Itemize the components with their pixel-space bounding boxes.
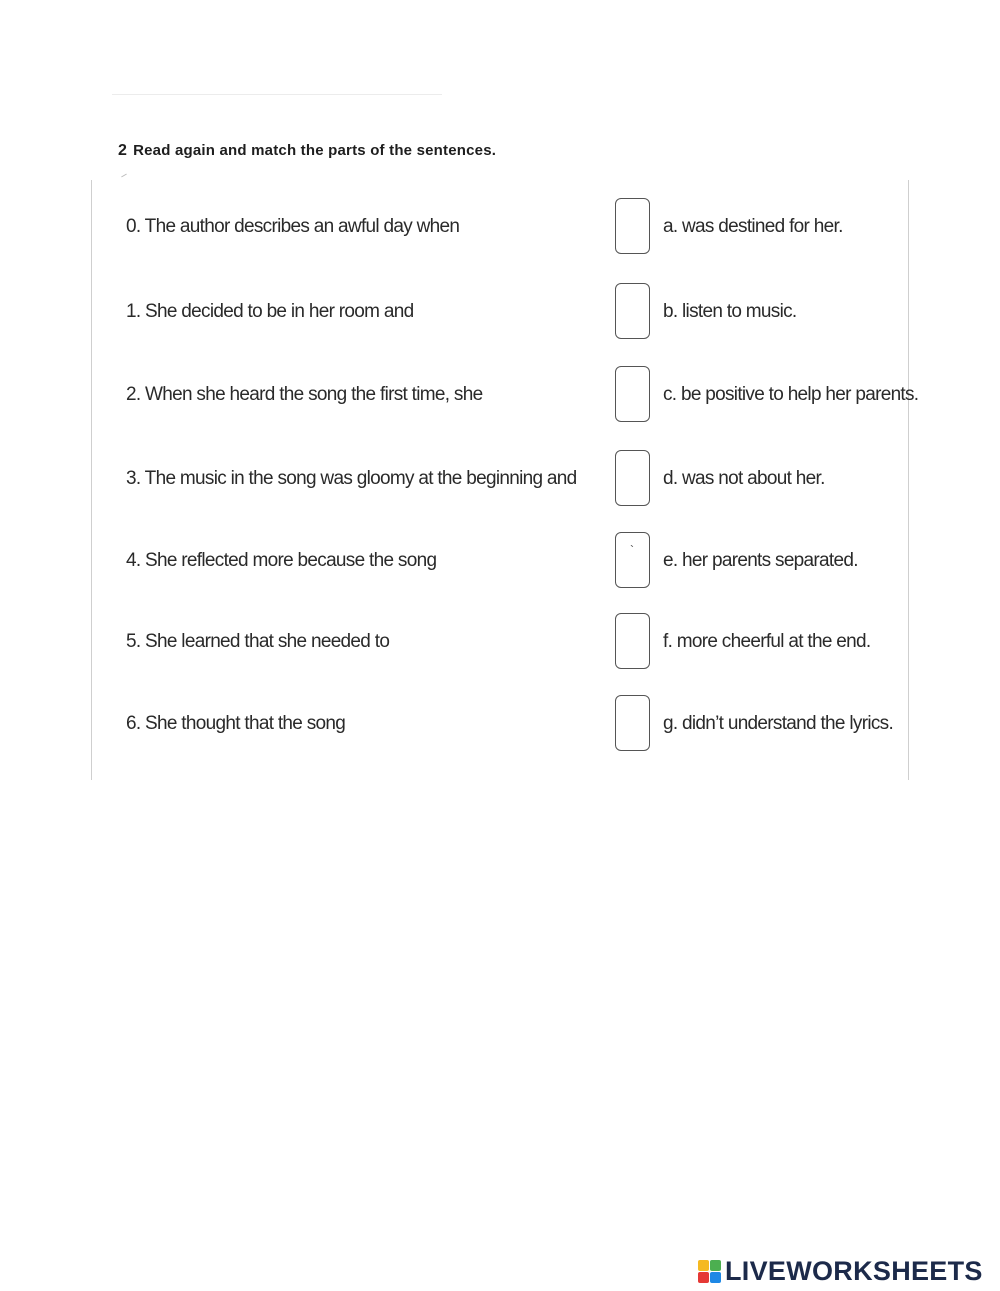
scan-mark — [121, 174, 127, 178]
top-divider — [112, 94, 442, 95]
sentence-ending: g. didn’t understand the lyrics. — [663, 713, 894, 734]
exercise-heading — [118, 142, 496, 160]
answer-box-2[interactable] — [615, 366, 650, 422]
sentence-start: 0. The author describes an awful day when — [126, 216, 460, 237]
logo-square — [698, 1272, 709, 1283]
answer-box-1[interactable] — [615, 283, 650, 339]
match-row-1 — [0, 283, 1000, 343]
exercise-instruction: Read again and match the parts of the sentences. — [133, 142, 497, 159]
sentence-start: 6. She thought that the song — [126, 713, 346, 734]
sentence-ending: e. her parents separated. — [663, 550, 858, 571]
sentence-start: 4. She reflected more because the song — [126, 550, 437, 571]
answer-box-6[interactable] — [615, 695, 650, 751]
sentence-ending: f. more cheerful at the end. — [663, 631, 871, 652]
match-row-2 — [0, 366, 1000, 426]
answer-box-5[interactable] — [615, 613, 650, 669]
sentence-ending: d. was not about her. — [663, 468, 825, 489]
logo-grid-icon — [698, 1260, 721, 1283]
liveworksheets-logo[interactable] — [698, 1256, 983, 1286]
match-row-0 — [0, 198, 1000, 258]
match-row-5 — [0, 613, 1000, 673]
sentence-start: 2. When she heard the song the first time, she — [126, 384, 483, 405]
sentence-ending: c. be positive to help her parents. — [663, 384, 919, 405]
match-row-6 — [0, 695, 1000, 755]
match-row-4 — [0, 532, 1000, 592]
sentence-ending: b. listen to music. — [663, 301, 797, 322]
logo-square — [710, 1260, 721, 1271]
logo-text: LIVEWORKSHEETS — [725, 1255, 983, 1286]
answer-box-4[interactable] — [615, 532, 650, 588]
sentence-ending: a. was destined for her. — [663, 216, 843, 237]
logo-square — [698, 1260, 709, 1271]
answer-box-0[interactable] — [615, 198, 650, 254]
sentence-start: 3. The music in the song was gloomy at the beginning and — [126, 468, 577, 489]
answer-box-3[interactable] — [615, 450, 650, 506]
match-row-3 — [0, 450, 1000, 510]
sentence-start: 1. She decided to be in her room and — [126, 301, 414, 322]
stray-mark: ` — [630, 543, 634, 557]
logo-square — [710, 1272, 721, 1283]
exercise-number: 2 — [118, 142, 128, 159]
sentence-start: 5. She learned that she needed to — [126, 631, 390, 652]
